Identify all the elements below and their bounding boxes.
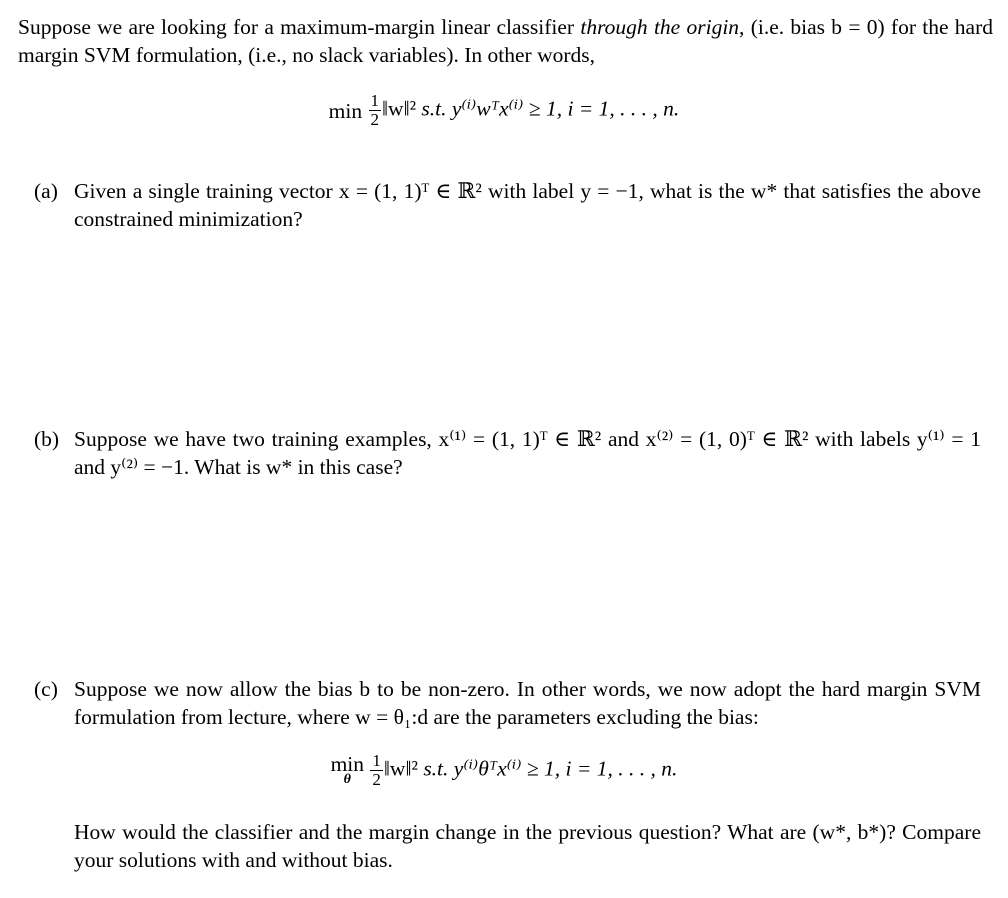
intro-emphasis: through the origin <box>580 15 740 39</box>
part-b <box>34 425 981 481</box>
equation-1-fraction <box>369 92 382 129</box>
part-b-label: (b) <box>34 427 60 451</box>
equation-2-denominator: 2 <box>372 770 381 789</box>
equation-1-such-that: s.t. <box>421 96 447 121</box>
equation-1-min: min <box>328 98 363 123</box>
part-a-label: (a) <box>34 179 58 203</box>
intro-text-1: Suppose we are looking for a maximum-margin linear classifier <box>18 15 581 39</box>
equation-2-min: min <box>330 751 365 776</box>
equation-2-numerator: 1 <box>372 751 381 770</box>
part-c <box>34 675 981 731</box>
part-b-text: Suppose we have two training examples, x⁽¹⁾ = (1, 1)ᵀ ∈ ℝ² and x⁽²⁾ = (1, 0)ᵀ ∈ ℝ² with labels y⁽¹⁾ = 1 and y⁽²⁾ = −1. What is w* in this case? <box>74 427 981 479</box>
part-a <box>34 177 981 233</box>
equation-2-fraction <box>370 752 383 789</box>
equation-1 <box>0 92 1008 129</box>
equation-2-min-operator <box>330 751 365 787</box>
equation-2-norm: ‖w‖² <box>383 756 418 781</box>
equation-2 <box>0 752 1008 789</box>
equation-1-norm: ‖w‖² <box>382 96 417 121</box>
part-c-label: (c) <box>34 677 58 701</box>
equation-1-numerator: 1 <box>370 91 379 110</box>
equation-1-constraint: y⁽ⁱ⁾wᵀx⁽ⁱ⁾ ≥ 1, i = 1, . . . , n. <box>451 96 680 121</box>
intro-paragraph <box>18 13 993 69</box>
closing-question: How would the classifier and the margin change in the previous question? What are (w*, b*)? Compare your solutions with and without bias. <box>74 820 981 872</box>
part-a-text: Given a single training vector x = (1, 1)ᵀ ∈ ℝ² with label y = −1, what is the w* that satisfies the above constrained minimization? <box>74 179 981 231</box>
part-c-text: Suppose we now allow the bias b to be non-zero. In other words, we now adopt the hard margin SVM formulation from lecture, where w = θ₁:d are the parameters excluding the bias: <box>74 677 981 729</box>
equation-1-denominator: 2 <box>370 110 379 129</box>
equation-2-min-subscript: θ <box>343 771 351 787</box>
equation-2-constraint: y⁽ⁱ⁾θᵀx⁽ⁱ⁾ ≥ 1, i = 1, . . . , n. <box>453 756 678 781</box>
equation-2-such-that: s.t. <box>423 756 449 781</box>
intro-text-2: , (i.e. bias b = 0) for the hard margin SVM formulation, (i.e., no slack variables). In other words, <box>18 15 994 67</box>
